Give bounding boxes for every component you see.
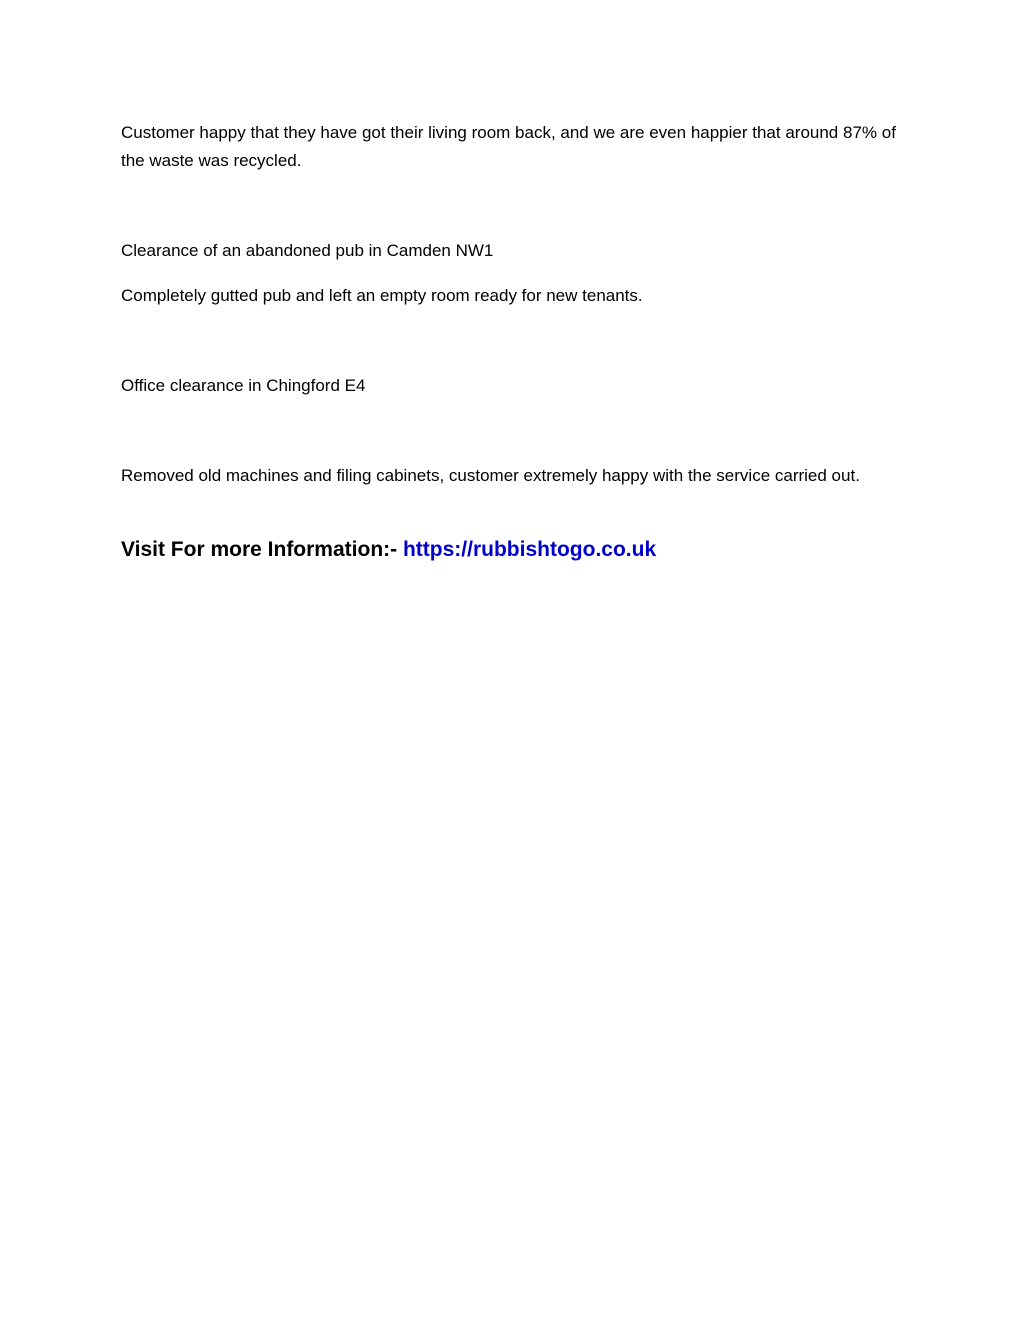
- paragraph-pub-clearance-title: Clearance of an abandoned pub in Camden NW1: [121, 241, 494, 260]
- more-information-line: [121, 535, 656, 565]
- paragraph-pub-clearance-detail: Completely gutted pub and left an empty room ready for new tenants.: [121, 286, 643, 305]
- paragraph-office-clearance-detail: Removed old machines and filing cabinets, customer extremely happy with the service carried out.: [121, 466, 860, 485]
- more-information-label: Visit For more Information:-: [121, 538, 398, 561]
- paragraph-office-clearance-title: Office clearance in Chingford E4: [121, 376, 366, 395]
- paragraph-living-room-recycling: Customer happy that they have got their living room back, and we are even happier that around 87% of the waste was recycled.: [121, 123, 896, 170]
- website-link[interactable]: https://rubbishtogo.co.uk: [402, 538, 657, 561]
